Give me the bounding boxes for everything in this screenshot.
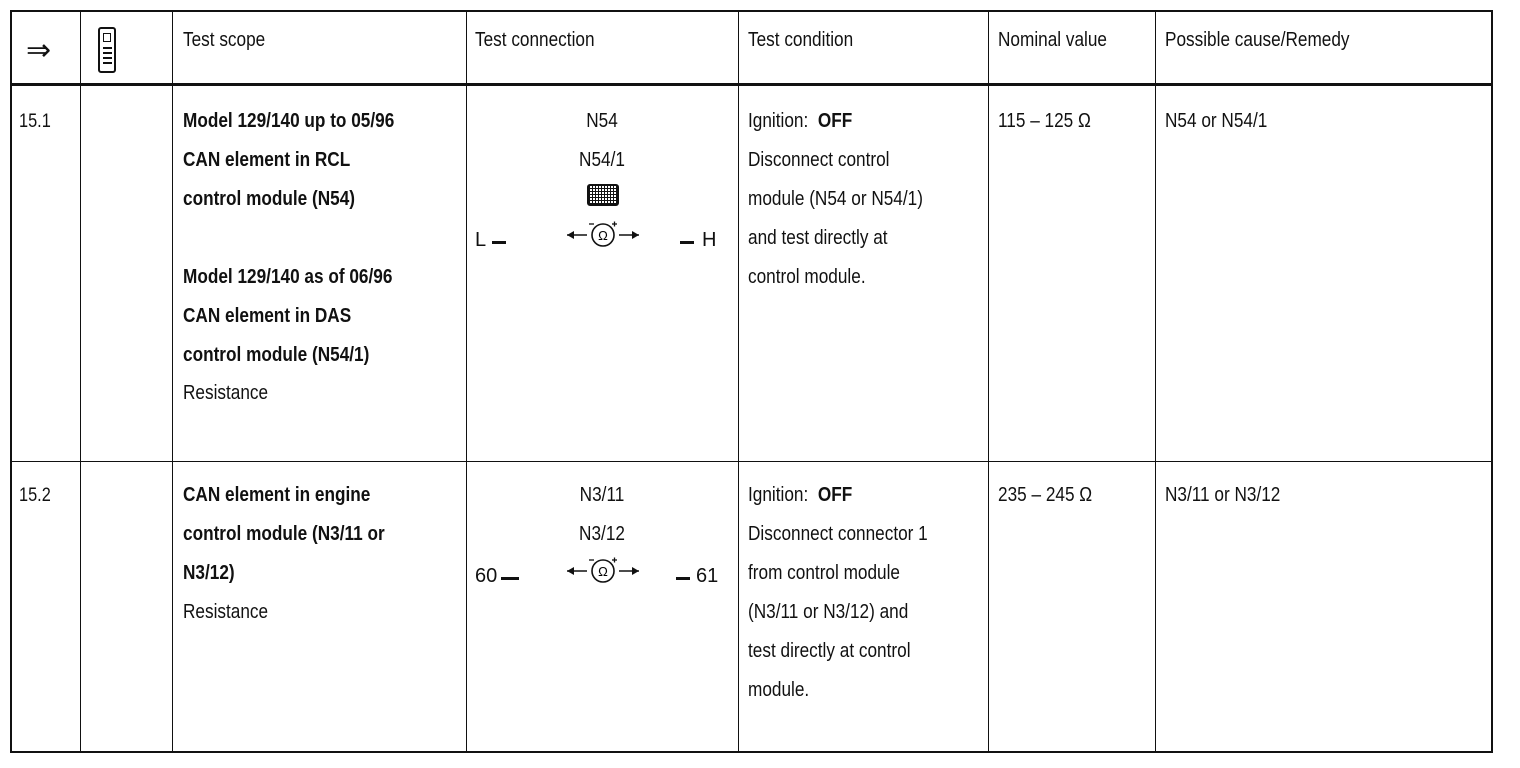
header-possible-cause: Possible cause/Remedy (1165, 29, 1350, 51)
test-condition: Ignition: OFF Disconnect control module (N54 or N54/1) and test directly at control module. (748, 110, 923, 288)
test-condition: Ignition: OFF Disconnect connector 1 from control module (N3/11 or N3/12) and test directly at control module. (748, 484, 928, 701)
column-divider (1155, 12, 1156, 751)
header-test-condition: Test condition (748, 29, 854, 51)
test-table (10, 10, 1493, 753)
test-connection: N54 N54/1 (579, 110, 625, 171)
column-divider (738, 12, 739, 751)
tester-icon (98, 27, 116, 73)
connector-icon (587, 184, 619, 206)
scope-type: Resistance (183, 382, 269, 404)
svg-text:Ω: Ω (598, 564, 608, 579)
column-divider (80, 12, 81, 751)
lead-line (492, 241, 506, 244)
header-divider (12, 83, 1491, 86)
step-number: 15.2 (19, 485, 51, 506)
ohmmeter-icon (565, 556, 641, 586)
terminal-left: 60 (475, 565, 498, 587)
nominal-value: 235 – 245 Ω (998, 484, 1093, 506)
column-divider (988, 12, 989, 751)
test-connection: N3/11 N3/12 (579, 484, 625, 545)
terminal-right: 61 (696, 565, 719, 587)
column-divider (466, 12, 467, 751)
test-scope: Model 129/140 up to 05/96 CAN element in RCL control module (N54) Model 129/140 as of 06/96 CAN element in DAS control module (N54/1) (183, 110, 395, 366)
row-divider (12, 461, 1491, 462)
terminal-right: H (702, 229, 717, 251)
lead-line (501, 577, 519, 580)
terminal-left: L (475, 229, 487, 251)
arrow-icon: ⇒ (26, 34, 52, 67)
nominal-value: 115 – 125 Ω (998, 110, 1091, 132)
possible-cause: N54 or N54/1 (1165, 110, 1268, 132)
scope-type: Resistance (183, 601, 269, 623)
lead-line (676, 577, 690, 580)
lead-line (680, 241, 694, 244)
header-nominal-value: Nominal value (998, 29, 1107, 51)
column-divider (172, 12, 173, 751)
svg-text:Ω: Ω (598, 228, 608, 243)
test-scope: CAN element in engine control module (N3/11 or N3/12) (183, 484, 385, 584)
header-test-scope: Test scope (183, 29, 266, 51)
step-number: 15.1 (19, 111, 51, 132)
ohmmeter-icon (565, 220, 641, 250)
possible-cause: N3/11 or N3/12 (1165, 484, 1281, 506)
header-test-connection: Test connection (475, 29, 595, 51)
